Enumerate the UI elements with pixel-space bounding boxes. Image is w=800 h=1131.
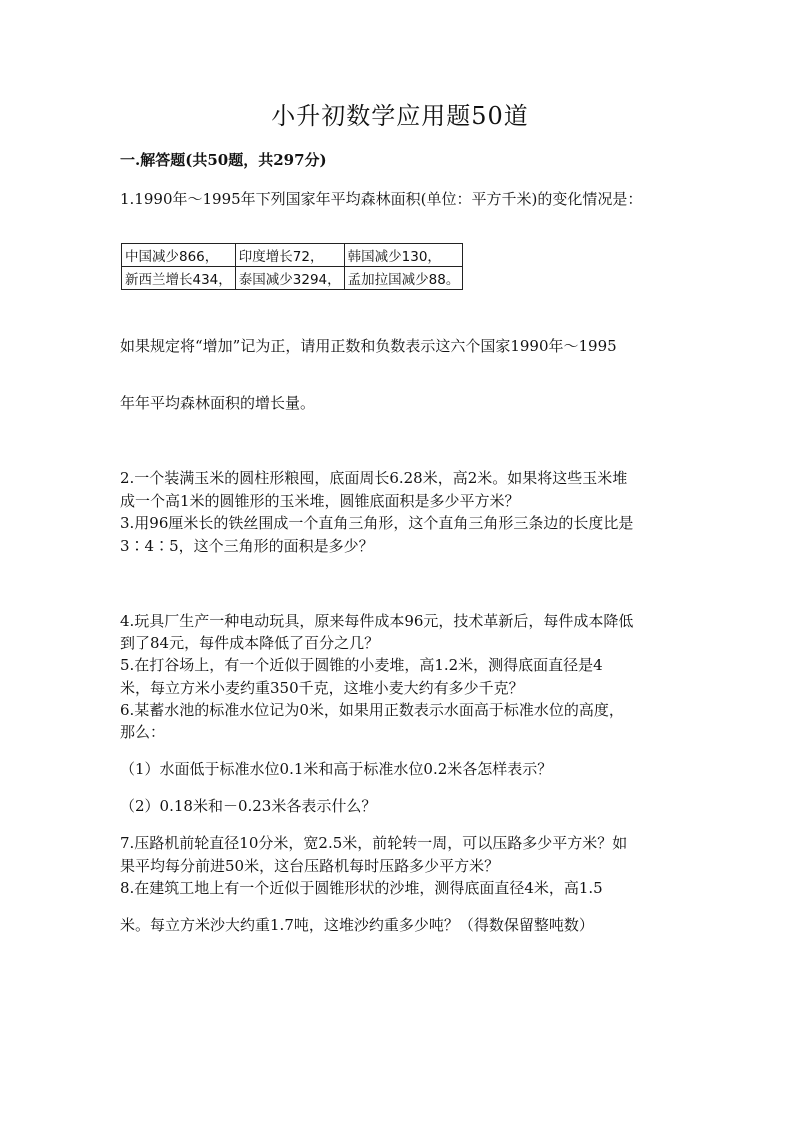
- table-cell: 新西兰增长434，: [122, 267, 236, 290]
- q3-line1: 3.用96厘米长的铁丝围成一个直角三角形，这个直角三角形三条边的长度比是: [120, 514, 634, 532]
- q4-line1: 4.玩具厂生产一种电动玩具，原来每件成本96元，技术革新后，每件成本降低: [120, 612, 634, 630]
- q1-intro: 1.1990年～1995年下列国家年平均森林面积(单位：平方千米)的变化情况是：: [120, 190, 643, 208]
- table-cell: 印度增长72，: [235, 244, 344, 267]
- q6-line2: 那么：: [120, 723, 166, 741]
- q1-line2: 年年平均森林面积的增长量。: [120, 394, 316, 412]
- q6-line1: 6.某蓄水池的标准水位记为0米，如果用正数表示水面高于标准水位的高度，: [120, 701, 624, 719]
- table-row: [122, 244, 463, 267]
- q6-sub1: （1）水面低于标准水位0.1米和高于标准水位0.2米各怎样表示？: [120, 760, 553, 778]
- table-cell: 孟加拉国减少88。: [344, 267, 463, 290]
- q8-line1: 8.在建筑工地上有一个近似于圆锥形状的沙堆，测得底面直径4米，高1.5: [120, 879, 603, 897]
- section-heading: 一.解答题(共50题，共297分): [120, 151, 327, 169]
- q8-line2: 米。每立方米沙大约重1.7吨，这堆沙约重多少吨？（得数保留整吨数）: [120, 916, 594, 934]
- q5-line2: 米，每立方米小麦约重350千克，这堆小麦大约有多少千克？: [120, 679, 524, 697]
- table-cell: 泰国减少3294，: [235, 267, 344, 290]
- q3-line2: 3∶4∶5，这个三角形的面积是多少？: [120, 537, 374, 555]
- q4-line2: 到了84元，每件成本降低了百分之几？: [120, 634, 380, 652]
- q7-line1: 7.压路机前轮直径10分米，宽2.5米，前轮转一周，可以压路多少平方米？如: [120, 834, 628, 852]
- table-cell: 韩国减少130，: [344, 244, 463, 267]
- table-row: [122, 267, 463, 290]
- q7-line2: 果平均每分前进50米，这台压路机每时压路多少平方米？: [120, 857, 500, 875]
- forest-change-table: [121, 243, 463, 290]
- table-cell: 中国减少866，: [122, 244, 236, 267]
- q1-line1: 如果规定将“增加”记为正，请用正数和负数表示这六个国家1990年～1995: [120, 337, 617, 355]
- q2-line1: 2.一个装满玉米的圆柱形粮囤，底面周长6.28米，高2米。如果将这些玉米堆: [120, 469, 628, 487]
- page-title: 小升初数学应用题50道: [271, 102, 529, 130]
- q6-sub2: （2）0.18米和－0.23米各表示什么？: [120, 797, 377, 815]
- q5-line1: 5.在打谷场上，有一个近似于圆锥的小麦堆，高1.2米，测得底面直径是4: [120, 656, 603, 674]
- q2-line2: 成一个高1米的圆锥形的玉米堆，圆锥底面积是多少平方米？: [120, 492, 520, 510]
